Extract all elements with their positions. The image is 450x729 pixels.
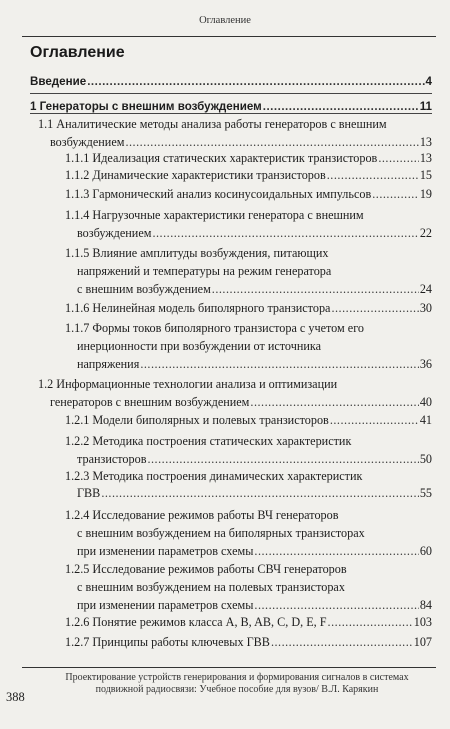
toc-entry-text: 1.2.5 Исследование режимов работы СВЧ генераторов	[65, 562, 347, 576]
toc-entry	[65, 614, 432, 631]
toc-entry-text: с внешним возбуждением	[77, 282, 211, 296]
toc-entry-text: возбуждением	[50, 135, 125, 149]
toc-entry-text: Введение	[30, 75, 87, 88]
toc-entry-text: 1.1.3 Гармонический анализ косинусоидальных импульсов	[65, 187, 372, 201]
toc-entry-text: возбуждением	[77, 226, 152, 240]
toc-entry	[65, 432, 432, 468]
leader-dots	[152, 224, 418, 242]
toc-entry-text: 1.1.1 Идеализация статических характеристик транзисторов	[65, 151, 378, 165]
toc-page-number: 107	[413, 635, 432, 649]
toc-entry-text: 1.2.3 Методика построения динамических характеристик	[65, 469, 363, 483]
leader-dots	[212, 280, 419, 298]
toc-entry	[65, 560, 432, 614]
toc-entry	[65, 206, 432, 242]
toc-page-number: 19	[419, 187, 432, 201]
toc-entry-text: 1.2.4 Исследование режимов работы ВЧ генераторов	[65, 508, 339, 522]
toc-entry-text: 1.1 Аналитические методы анализа работы генераторов с внешним	[38, 117, 387, 131]
toc-entry-text: 1.1.4 Нагрузочные характеристики генератора с внешним	[65, 208, 364, 222]
toc-title: Оглавление	[30, 44, 125, 61]
toc-entry	[65, 300, 432, 317]
running-head: Оглавление	[199, 15, 251, 26]
toc-page-number: 40	[419, 395, 432, 409]
toc-entry	[65, 634, 432, 651]
toc-entry	[65, 244, 432, 298]
toc-entry-text: 1 Генераторы с внешним возбуждением	[30, 100, 262, 113]
toc-entry-text: 1.1.2 Динамические характеристики транзисторов	[65, 168, 326, 182]
toc-entry-text: при изменении параметров схемы	[77, 544, 254, 558]
leader-dots	[378, 150, 418, 167]
toc-entry	[65, 468, 432, 502]
toc-entry-text: ГВВ	[77, 486, 101, 500]
toc-entry-text: напряжений и температуры на режим генератора	[77, 264, 332, 278]
toc-entry-text: 1.1.5 Влияние амплитуды возбуждения, питающих	[65, 246, 329, 260]
section-separator	[30, 93, 432, 94]
toc-entry	[65, 319, 432, 373]
toc-page-number: 36	[419, 357, 432, 371]
leader-dots	[254, 542, 418, 560]
leader-dots	[87, 73, 424, 90]
toc-entry	[38, 115, 432, 151]
footer-line-2: подвижной радиосвязи: Учебное пособие для вузов/ В.Л. Карякин	[95, 684, 379, 695]
toc-entry-text: 1.2.1 Модели биполярных и полевых транзисторов	[65, 413, 329, 427]
toc-entry-text: напряжения	[77, 357, 140, 371]
toc-page-number: 103	[413, 615, 432, 629]
toc-entry	[65, 167, 432, 184]
toc-page-number: 41	[419, 413, 432, 427]
toc-page-number: 22	[419, 226, 432, 240]
toc-entry-text: с внешним возбуждением на полевых транзисторах	[77, 580, 345, 594]
toc-entry-text: 1.1.6 Нелинейная модель биполярного транзистора	[65, 301, 331, 315]
page-number: 388	[6, 690, 25, 704]
leader-dots	[271, 634, 413, 651]
toc-entry-text: генераторов с внешним возбуждением	[50, 395, 250, 409]
footer-rule	[22, 667, 436, 668]
leader-dots	[147, 450, 418, 468]
footer-citation	[40, 672, 434, 696]
toc-entry	[38, 375, 432, 411]
toc-entry-text: с внешним возбуждением на биполярных транзисторах	[77, 526, 365, 540]
leader-dots	[330, 412, 419, 429]
toc-page-number: 13	[419, 151, 432, 165]
toc-page-number: 15	[419, 168, 432, 182]
toc-page-number: 50	[419, 452, 432, 466]
toc-entry-text: при изменении параметров схемы	[77, 598, 254, 612]
toc-page-number: 55	[419, 486, 432, 500]
toc-entry	[65, 412, 432, 429]
toc-entry-text: 1.2 Информационные технологии анализа и оптимизации	[38, 377, 338, 391]
leader-dots	[125, 133, 418, 151]
toc-entry-text: 1.1.7 Формы токов биполярного транзистора с учетом его	[65, 321, 364, 335]
leader-dots	[140, 355, 419, 373]
toc-page-number: 30	[419, 301, 432, 315]
leader-dots	[327, 167, 419, 184]
toc-entry	[65, 506, 432, 560]
toc-page-number: 4	[425, 75, 432, 88]
toc-entry-text: 1.2.2 Методика построения статических характеристик	[65, 434, 352, 448]
leader-dots	[372, 186, 419, 203]
toc-entry	[65, 186, 432, 203]
toc-page-number: 60	[419, 544, 432, 558]
toc-entry-text: 1.2.7 Принципы работы ключевых ГВВ	[65, 635, 270, 649]
footer-line-1: Проектирование устройств генерирования и формирования сигналов в системах	[65, 672, 409, 683]
toc-page-number: 24	[419, 282, 432, 296]
leader-dots	[250, 393, 418, 411]
leader-dots	[101, 485, 419, 502]
leader-dots	[254, 596, 418, 614]
toc-entry-text: транзисторов	[77, 452, 147, 466]
toc-entry	[30, 73, 432, 90]
leader-dots	[331, 300, 418, 317]
toc-page-number: 13	[419, 135, 432, 149]
toc-entry	[65, 150, 432, 167]
leader-dots	[328, 614, 413, 631]
toc-entry-text: 1.2.6 Понятие режимов класса A, B, AB, C, D, E, F	[65, 615, 327, 629]
toc-page-number: 84	[419, 598, 432, 612]
section-separator	[30, 113, 432, 114]
toc-page-number: 11	[419, 100, 432, 113]
toc-entry-text: инерционности при возбуждении от источника	[77, 339, 322, 353]
